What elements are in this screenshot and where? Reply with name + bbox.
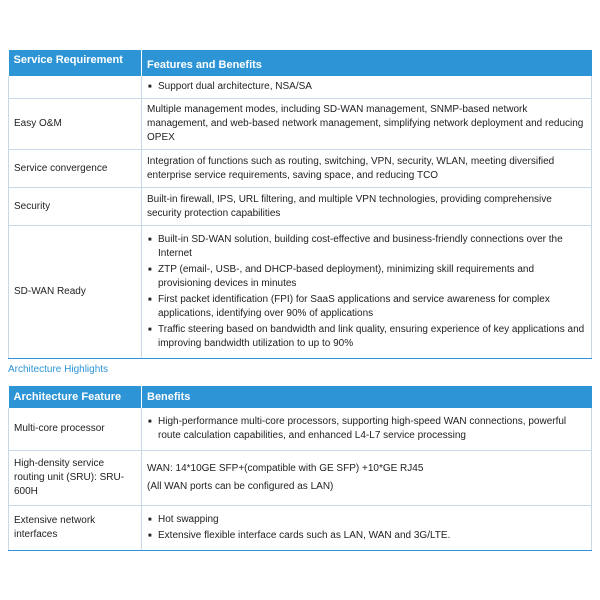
table-header-row [9, 50, 592, 76]
requirement-cell: Service convergence [9, 150, 142, 188]
list-item: ■ High-performance multi-core processors, supporting high-speed WAN connections, powerful route calculation capabilities, and enhanced L4-L7 service processing [147, 415, 586, 443]
list-item: ■ First packet identification (FPI) for SaaS applications and service awareness for complex applications, identifying over 90% of applications [147, 293, 586, 321]
header-service-requirement: Service Requirement [9, 50, 142, 76]
list-item: ■ Hot swapping [147, 513, 586, 527]
requirement-cell: Security [9, 188, 142, 226]
list-item: ■ Traffic steering based on bandwidth and link quality, ensuring experience of key applications and improving bandwidth utilization to up to 90% [147, 323, 586, 351]
benefits-cell [142, 506, 592, 551]
section-title-architecture-highlights: Architecture Highlights [8, 364, 109, 375]
features-cell [142, 76, 592, 99]
feature-cell: Extensive network interfaces [9, 506, 142, 551]
feature-cell: Multi-core processor [9, 408, 142, 451]
service-requirements-table [8, 50, 592, 359]
requirement-cell: SD-WAN Ready [9, 226, 142, 359]
table-row [9, 99, 592, 150]
features-cell: Multiple management modes, including SD-WAN management, SNMP-based network management, and web-based network management, simplifying network deployment and reducing OPEX [142, 99, 592, 150]
list-item: ■ ZTP (email-, USB-, and DHCP-based deployment), minimizing skill requirements and provisioning devices in minutes [147, 263, 586, 291]
table-header-row [9, 386, 592, 408]
features-cell [142, 226, 592, 359]
list-item: ■ Support dual architecture, NSA/SA [147, 80, 586, 94]
table-row [9, 408, 592, 451]
empty-cell [9, 76, 142, 99]
benefits-cell [142, 408, 592, 451]
wan-ports-text: WAN: 14*10GE SFP+(compatible with GE SFP) +10*GE RJ45 [147, 463, 424, 474]
features-cell: Built-in firewall, IPS, URL filtering, and multiple VPN technologies, providing comprehensive security protection capabilities [142, 188, 592, 226]
header-benefits: Benefits [142, 386, 592, 408]
list-item: ■ Built-in SD-WAN solution, building cost-effective and business-friendly connections over the Internet [147, 233, 586, 261]
feature-cell: High-density service routing unit (SRU): SRU-600H [9, 451, 142, 506]
list-item: ■ Extensive flexible interface cards such as LAN, WAN and 3G/LTE. [147, 529, 586, 543]
requirement-cell: Easy O&M [9, 99, 142, 150]
header-features-benefits: Features and Benefits [142, 50, 592, 76]
table-row [9, 451, 592, 506]
table-row [9, 506, 592, 551]
table-row [9, 188, 592, 226]
table-row [9, 76, 592, 99]
header-architecture-feature: Architecture Feature [9, 386, 142, 408]
table-row [9, 150, 592, 188]
benefits-cell [142, 451, 592, 506]
table-row [9, 226, 592, 359]
wan-ports-note: (All WAN ports can be configured as LAN) [147, 481, 334, 492]
features-cell: Integration of functions such as routing, switching, VPN, security, WLAN, meeting diversified enterprise service requirements, saving space, and reducing TCO [142, 150, 592, 188]
architecture-features-table [8, 386, 592, 551]
